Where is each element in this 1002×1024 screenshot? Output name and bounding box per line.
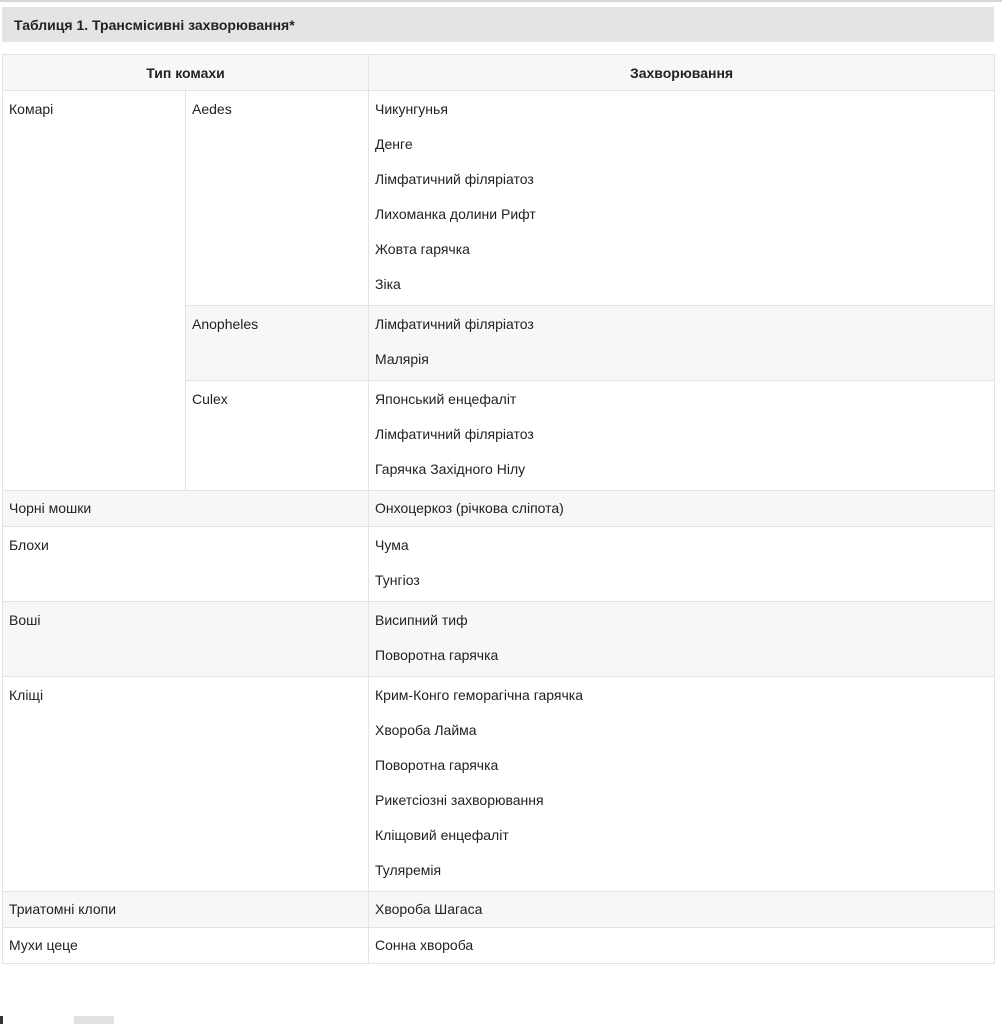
table-header-row bbox=[3, 55, 995, 91]
subtype-name: Aedes bbox=[192, 101, 232, 117]
header-insect-type: Тип комахи bbox=[3, 55, 369, 91]
diseases-cell bbox=[369, 527, 995, 602]
table-caption bbox=[2, 7, 994, 42]
disease-item: Лімфатичний філяріатоз bbox=[375, 426, 534, 442]
disease-item: Хвороба Шагаса bbox=[375, 901, 483, 917]
diseases-cell bbox=[369, 602, 995, 677]
disease-item: Чикунгунья bbox=[375, 101, 448, 117]
table-row bbox=[3, 527, 995, 602]
disease-item: Туляремія bbox=[375, 862, 442, 878]
disease-item: Рикетсіозні захворювання bbox=[375, 792, 544, 808]
disease-item: Чума bbox=[375, 537, 409, 553]
insect-cell bbox=[3, 527, 369, 602]
diseases-cell bbox=[369, 91, 995, 306]
diseases-cell bbox=[369, 381, 995, 491]
insect-cell bbox=[3, 602, 369, 677]
disease-item: Жовта гарячка bbox=[375, 241, 470, 257]
insect-name: Комарі bbox=[9, 101, 54, 117]
disease-item: Зіка bbox=[375, 276, 401, 292]
diseases-cell bbox=[369, 491, 995, 527]
disease-item: Сонна хвороба bbox=[375, 937, 474, 953]
diseases-cell bbox=[369, 928, 995, 964]
insect-name: Триатомні клопи bbox=[9, 901, 117, 917]
insect-cell bbox=[3, 677, 369, 892]
table-row bbox=[3, 602, 995, 677]
disease-item: Денге bbox=[375, 136, 413, 152]
disease-item: Лімфатичний філяріатоз bbox=[375, 316, 534, 332]
insect-cell bbox=[3, 928, 369, 964]
insect-name: Блохи bbox=[9, 537, 49, 553]
insect-name: Чорні мошки bbox=[9, 500, 92, 516]
table-row bbox=[3, 677, 995, 892]
disease-item: Хвороба Лайма bbox=[375, 722, 477, 738]
table-row bbox=[3, 491, 995, 527]
disease-item: Висипний тиф bbox=[375, 612, 468, 628]
disease-item: Крим-Конго геморагічна гарячка bbox=[375, 687, 584, 703]
insect-name: Воші bbox=[9, 612, 41, 628]
vector-diseases-table bbox=[2, 54, 995, 964]
subtype-cell bbox=[186, 381, 369, 491]
subtype-cell bbox=[186, 91, 369, 306]
disease-item: Японський енцефаліт bbox=[375, 391, 517, 407]
disease-item: Гарячка Західного Нілу bbox=[375, 461, 526, 477]
table-row bbox=[3, 892, 995, 928]
diseases-cell bbox=[369, 306, 995, 381]
disease-item: Тунгіоз bbox=[375, 572, 420, 588]
header-diseases: Захворювання bbox=[369, 55, 995, 91]
disease-item: Поворотна гарячка bbox=[375, 647, 499, 663]
cut-off-text-line bbox=[0, 1014, 1002, 1024]
top-divider bbox=[0, 0, 1002, 2]
table-row bbox=[3, 91, 995, 306]
subtype-name: Anopheles bbox=[192, 316, 259, 332]
diseases-cell bbox=[369, 677, 995, 892]
disease-item: Малярія bbox=[375, 351, 429, 367]
subtype-cell bbox=[186, 306, 369, 381]
insect-cell bbox=[3, 91, 186, 491]
insect-cell bbox=[3, 892, 369, 928]
insect-cell bbox=[3, 491, 369, 527]
table-caption-text: Таблиця 1. Трансмісивні захворювання* bbox=[14, 16, 295, 33]
diseases-cell bbox=[369, 892, 995, 928]
disease-item: Онхоцеркоз (річкова сліпота) bbox=[375, 500, 564, 516]
disease-item: Поворотна гарячка bbox=[375, 757, 499, 773]
disease-item: Лихоманка долини Рифт bbox=[375, 206, 536, 222]
disease-item: Лімфатичний філяріатоз bbox=[375, 171, 534, 187]
insect-name: Мухи цеце bbox=[9, 937, 78, 953]
insect-name: Кліщі bbox=[9, 687, 44, 703]
disease-item: Кліщовий енцефаліт bbox=[375, 827, 509, 843]
table-row bbox=[3, 928, 995, 964]
subtype-name: Culex bbox=[192, 391, 228, 407]
